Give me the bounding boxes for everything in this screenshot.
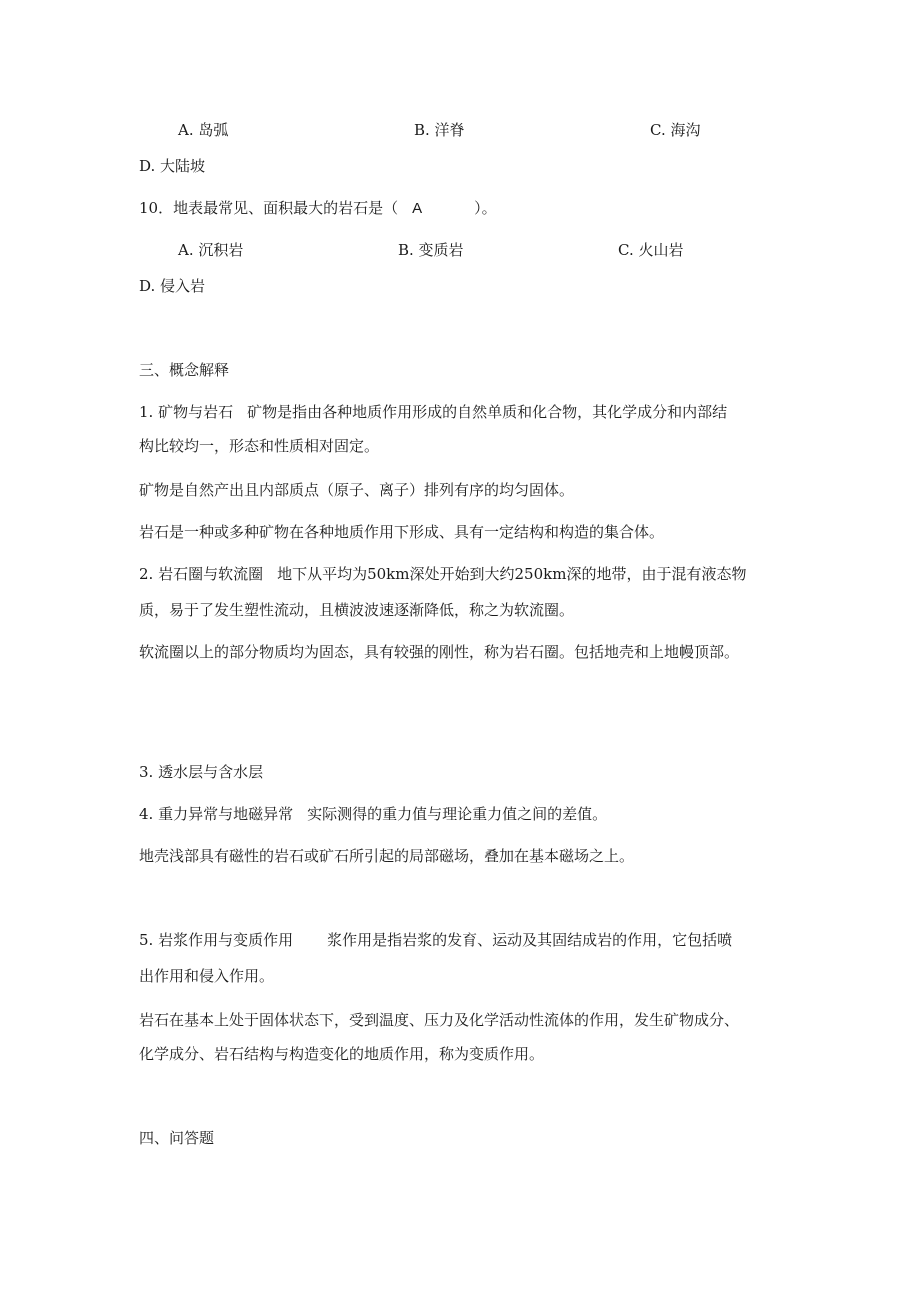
- q10-option-d: D. 侵入岩: [139, 277, 206, 295]
- q10-answer: A: [412, 200, 423, 217]
- q10-option-c: C. 火山岩: [618, 241, 684, 259]
- item5-def-line1: 浆作用是指岩浆的发育、运动及其固结成岩的作用，它包括喷: [327, 931, 733, 949]
- item2-def-line2: 质，易于了发生塑性流动，且横波波速逐渐降低，称之为软流圈。: [139, 601, 575, 619]
- item5-def-line4: 化学成分、岩石结构与构造变化的地质作用，称为变质作用。: [139, 1045, 545, 1063]
- item4-title: 4. 重力异常与地磁异常: [139, 805, 294, 823]
- item1-def-line4: 岩石是一种或多种矿物在各种地质作用下形成、具有一定结构和构造的集合体。: [139, 523, 665, 541]
- item5-def-line3: 岩石在基本上处于固体状态下，受到温度、压力及化学活动性流体的作用，发生矿物成分、: [139, 1011, 740, 1029]
- q9-option-b: B. 洋脊: [414, 121, 465, 139]
- item4-line1: [139, 804, 607, 824]
- q10-stem-before: 10．地表最常见、面积最大的岩石是（: [139, 199, 399, 217]
- item1-def-line1: 矿物是指由各种地质作用形成的自然单质和化合物，其化学成分和内部结: [247, 403, 728, 421]
- item2-line1: [139, 564, 746, 584]
- item2-def-line1: 地下从平均为50km深处开始到大约250km深的地带，由于混有液态物: [277, 565, 747, 583]
- item4-def-line1: 实际测得的重力值与理论重力值之间的差值。: [307, 805, 608, 823]
- q10-stem-after: ）。: [474, 199, 497, 217]
- item2-def-line3: 软流圈以上的部分物质均为固态，具有较强的刚性，称为岩石圈。包括地壳和上地幔顶部。: [139, 643, 740, 661]
- q10-option-a: A. 沉积岩: [178, 241, 244, 259]
- q9-option-c: C. 海沟: [650, 121, 701, 139]
- section3-heading: 三、概念解释: [139, 361, 230, 379]
- item4-def-line2: 地壳浅部具有磁性的岩石或矿石所引起的局部磁场，叠加在基本磁场之上。: [139, 847, 635, 865]
- item3-title: 3. 透水层与含水层: [139, 763, 264, 781]
- item2-title: 2. 岩石圈与软流圈: [139, 565, 264, 583]
- item5-def-line2: 出作用和侵入作用。: [139, 967, 275, 985]
- section4-heading: 四、问答题: [139, 1129, 215, 1147]
- item1-def-line2: 构比较均一，形态和性质相对固定。: [139, 437, 380, 455]
- q9-option-a: A. 岛弧: [178, 121, 229, 139]
- item5-line1: [139, 930, 732, 950]
- q10-option-b: B. 变质岩: [398, 241, 464, 259]
- item1-line1: [139, 402, 727, 422]
- q9-option-d: D. 大陆坡: [139, 157, 206, 175]
- item1-def-line3: 矿物是自然产出且内部质点（原子、离子）排列有序的均匀固体。: [139, 481, 575, 499]
- q10-stem: [139, 198, 497, 219]
- item5-title: 5. 岩浆作用与变质作用: [139, 931, 294, 949]
- item1-title: 1. 矿物与岩石: [139, 403, 234, 421]
